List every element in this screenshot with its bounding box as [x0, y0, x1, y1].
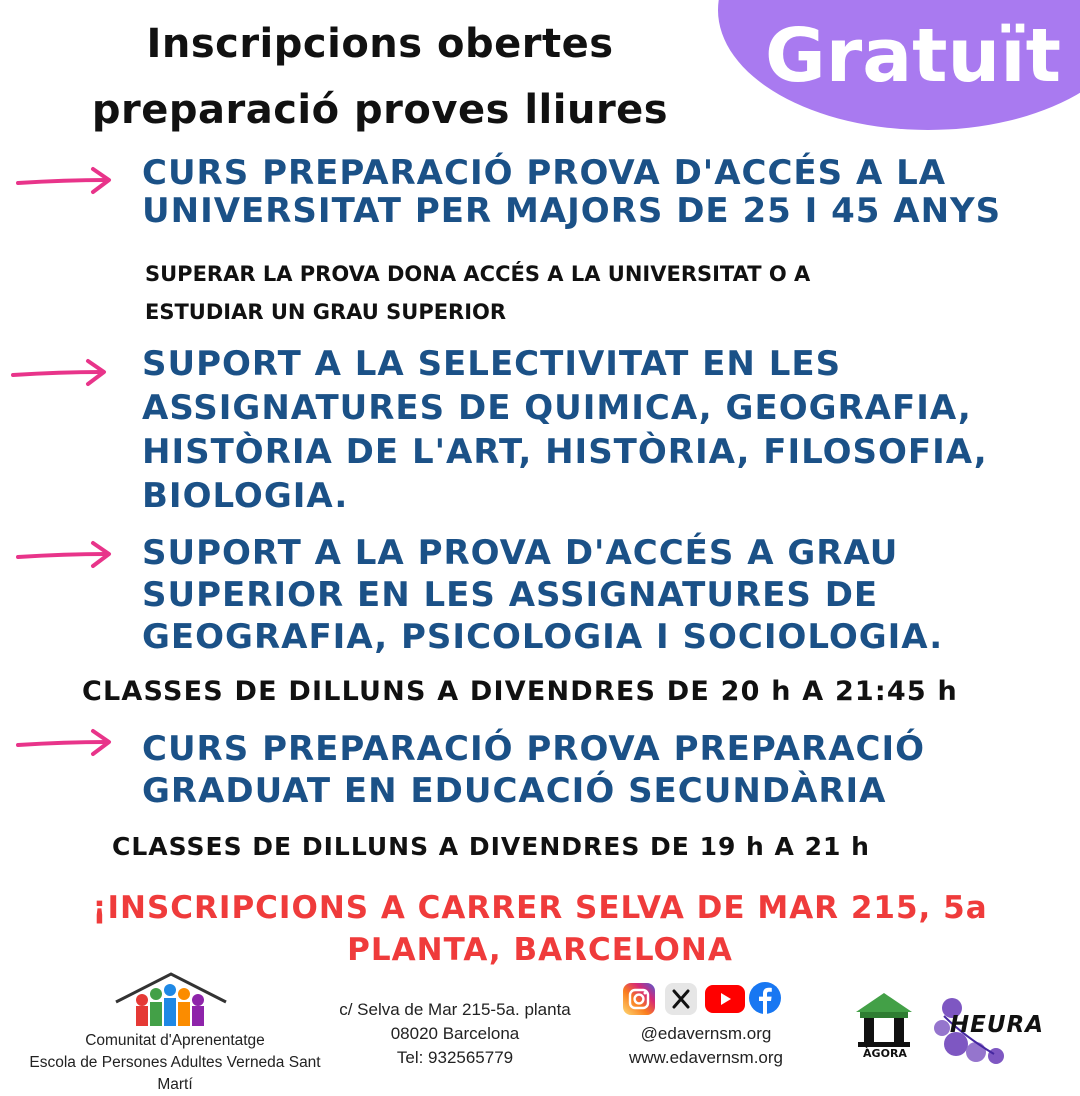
- heura-logo-text: HEURA: [949, 1012, 1045, 1038]
- address-line-2: 08020 Barcelona: [390, 1024, 520, 1043]
- community-logo-icon: [112, 970, 230, 1030]
- agora-logo-icon: [852, 990, 916, 1048]
- arrow-icon: [10, 358, 110, 388]
- youtube-icon[interactable]: [704, 984, 746, 1014]
- course-1-line-1: CURS PREPARACIÓ PROVA D'ACCÉS A LA: [142, 153, 947, 193]
- org-line-2: Escola de Persones Adultes Verneda Sant Martí: [29, 1054, 321, 1093]
- web-block: [596, 1022, 816, 1070]
- course-4-heading: [142, 728, 1062, 812]
- course-2-line-1: SUPORT A LA SELECTIVITAT EN LES: [142, 344, 842, 384]
- course-1-line-2: UNIVERSITAT PER MAJORS DE 25 I 45 ANYS: [142, 191, 1002, 231]
- course-3-line-2: SUPERIOR EN LES ASSIGNATURES DE: [142, 575, 879, 615]
- course-4-line-2: GRADUAT EN EDUCACIÓ SECUNDÀRIA: [142, 771, 887, 811]
- course-3-line-1: SUPORT A LA PROVA D'ACCÉS A GRAU: [142, 533, 899, 573]
- course-1-note: [145, 255, 1025, 331]
- inscripcions-line-1: ¡INSCRIPCIONS A CARRER SELVA DE MAR 215, 5a: [92, 890, 988, 926]
- x-icon[interactable]: [664, 982, 698, 1016]
- phone: Tel: 932565779: [396, 1048, 514, 1067]
- schedule-2: CLASSES DE DILLUNS A DIVENDRES DE 19 h A 21 h: [112, 832, 870, 861]
- course-1-heading: [142, 154, 1062, 230]
- course-4-line-1: CURS PREPARACIÓ PROVA PREPARACIÓ: [142, 729, 926, 769]
- course-3-heading: [142, 532, 1062, 658]
- course-1-note-line-2: ESTUDIAR UN GRAU SUPERIOR: [145, 300, 507, 324]
- facebook-icon[interactable]: [748, 981, 782, 1015]
- inscripcions-notice: [40, 887, 1040, 971]
- course-3-line-3: GEOGRAFIA, PSICOLOGIA I SOCIOLOGIA.: [142, 617, 944, 657]
- arrow-icon: [15, 728, 115, 758]
- gratuit-badge-text: Gratuït: [765, 13, 1061, 99]
- page-title-line1: Inscripcions obertes: [146, 21, 614, 67]
- inscripcions-line-2: PLANTA, BARCELONA: [347, 932, 733, 968]
- org-name: [10, 1030, 340, 1096]
- page-title-line2: preparació proves lliures: [91, 87, 669, 133]
- course-2-line-3: HISTÒRIA DE L'ART, HISTÒRIA, FILOSOFIA,: [142, 432, 988, 472]
- arrow-icon: [15, 166, 115, 196]
- course-2-line-4: BIOLOGIA.: [142, 476, 349, 516]
- website-link[interactable]: www.edavernsm.org: [628, 1048, 783, 1067]
- course-1-note-line-1: SUPERAR LA PROVA DONA ACCÉS A LA UNIVERSITAT O A: [145, 262, 811, 286]
- schedule-1: CLASSES DE DILLUNS A DIVENDRES DE 20 h A 21:45 h: [82, 676, 958, 707]
- address-line-1: c/ Selva de Mar 215-5a. planta: [339, 1000, 571, 1019]
- org-line-1: Comunitat d'Aprenentatge: [85, 1032, 265, 1049]
- agora-logo-text: ÀGORA: [863, 1047, 907, 1060]
- social-handle[interactable]: @edavernsm.org: [640, 1024, 772, 1043]
- course-2-heading: [142, 342, 1062, 518]
- arrow-icon: [15, 540, 115, 570]
- instagram-icon[interactable]: [622, 982, 656, 1016]
- course-2-line-2: ASSIGNATURES DE QUIMICA, GEOGRAFIA,: [142, 388, 972, 428]
- address-block: [305, 998, 605, 1070]
